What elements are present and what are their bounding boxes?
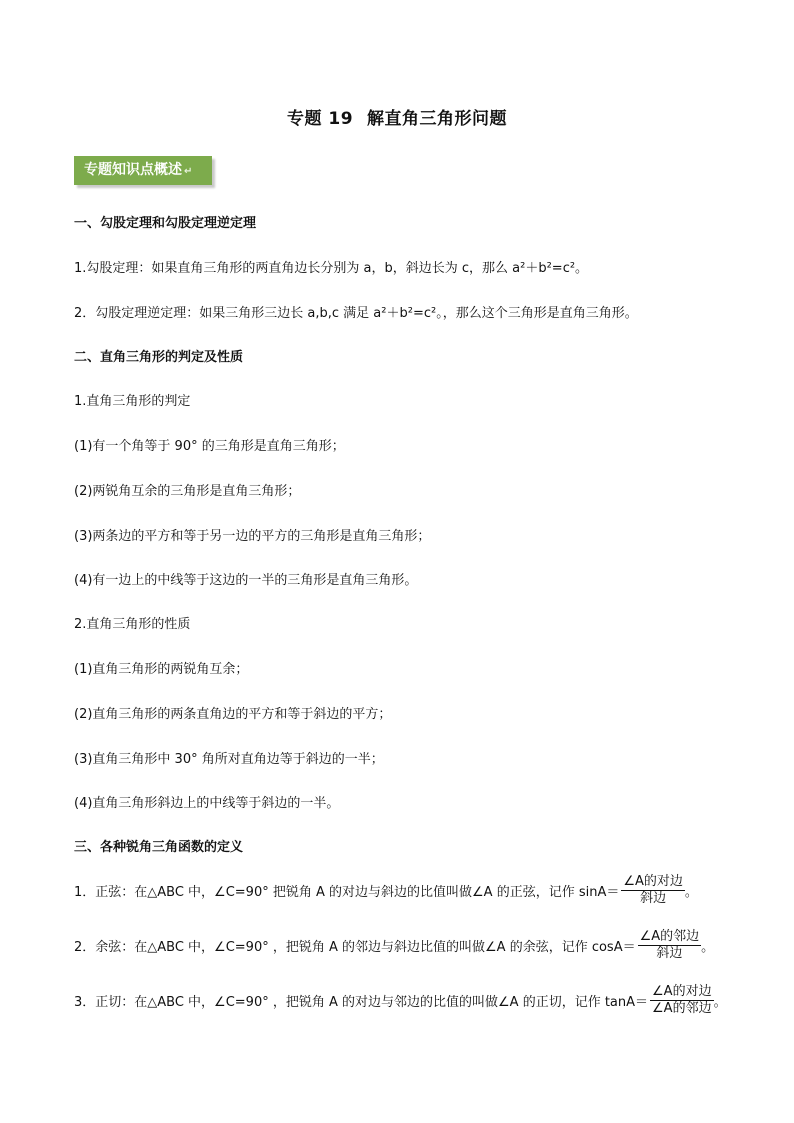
fraction-denominator: 斜边: [656, 946, 683, 961]
definition-text: 1．正弦：在△ABC 中，∠C=90° 把锐角 A 的对边与斜边的比值叫做∠A 的正弦，记作 sinA＝: [74, 885, 620, 900]
list-item: (3)直角三角形中 30° 角所对直角边等于斜边的一半；: [74, 752, 384, 767]
fraction: [621, 874, 685, 907]
subheading: 1.直角三角形的判定: [74, 394, 191, 409]
section-heading-2: 二、直角三角形的判定及性质: [74, 350, 244, 365]
fraction-denominator: 斜边: [640, 891, 667, 906]
section-heading-3: 三、各种锐角三角函数的定义: [74, 840, 244, 855]
fraction-numerator: ∠A的对边: [623, 874, 683, 889]
topic-title: 解直角三角形问题: [367, 109, 508, 129]
list-item: (2)直角三角形的两条直角边的平方和等于斜边的平方；: [74, 707, 392, 722]
definition-end: 。: [701, 940, 715, 955]
paragraph: 1.勾股定理：如果直角三角形的两直角边长分别为 a，b，斜边长为 c，那么 a²＋b²=c²。: [74, 261, 589, 276]
definition-text: 3．正切：在△ABC 中，∠C=90° ，把锐角 A 的对边与邻边的比值的叫做∠A 的正切，记作 tanA＝: [74, 995, 649, 1010]
fraction-denominator: ∠A的邻边: [652, 1001, 712, 1016]
fraction: [650, 984, 714, 1017]
definition-end: 。: [713, 995, 727, 1010]
definition-text: 2．余弦：在△ABC 中，∠C=90° ，把锐角 A 的邻边与斜边比值的叫做∠A 的余弦，记作 cosA＝: [74, 940, 636, 955]
list-item: (4)有一边上的中线等于这边的一半的三角形是直角三角形。: [74, 573, 418, 588]
definition-sine: [74, 874, 698, 907]
paragraph-mark-icon: ↵: [184, 166, 193, 177]
definition-cosine: [74, 929, 714, 962]
fraction-numerator: ∠A的对边: [652, 984, 712, 999]
definition-tangent: [74, 984, 727, 1017]
list-item: (3)两条边的平方和等于另一边的平方的三角形是直角三角形；: [74, 529, 431, 544]
fraction-numerator: ∠A的邻边: [639, 929, 700, 944]
overview-badge: [74, 156, 212, 185]
definition-end: 。: [684, 885, 698, 900]
section-heading-1: 一、勾股定理和勾股定理逆定理: [74, 216, 257, 231]
list-item: (1)直角三角形的两锐角互余；: [74, 662, 249, 677]
subheading: 2.直角三角形的性质: [74, 617, 191, 632]
paragraph: 2．勾股定理逆定理：如果三角形三边长 a,b,c 满足 a²＋b²=c²。，那么这个三角形是直角三角形。: [74, 306, 638, 321]
overview-badge-label: 专题知识点概述: [84, 162, 182, 178]
list-item: (1)有一个角等于 90° 的三角形是直角三角形；: [74, 439, 345, 454]
topic-number: 专题 19: [286, 109, 354, 129]
page-title: [0, 104, 794, 129]
list-item: (4)直角三角形斜边上的中线等于斜边的一半。: [74, 796, 340, 811]
fraction: [638, 929, 702, 962]
list-item: (2)两锐角互余的三角形是直角三角形；: [74, 484, 301, 499]
